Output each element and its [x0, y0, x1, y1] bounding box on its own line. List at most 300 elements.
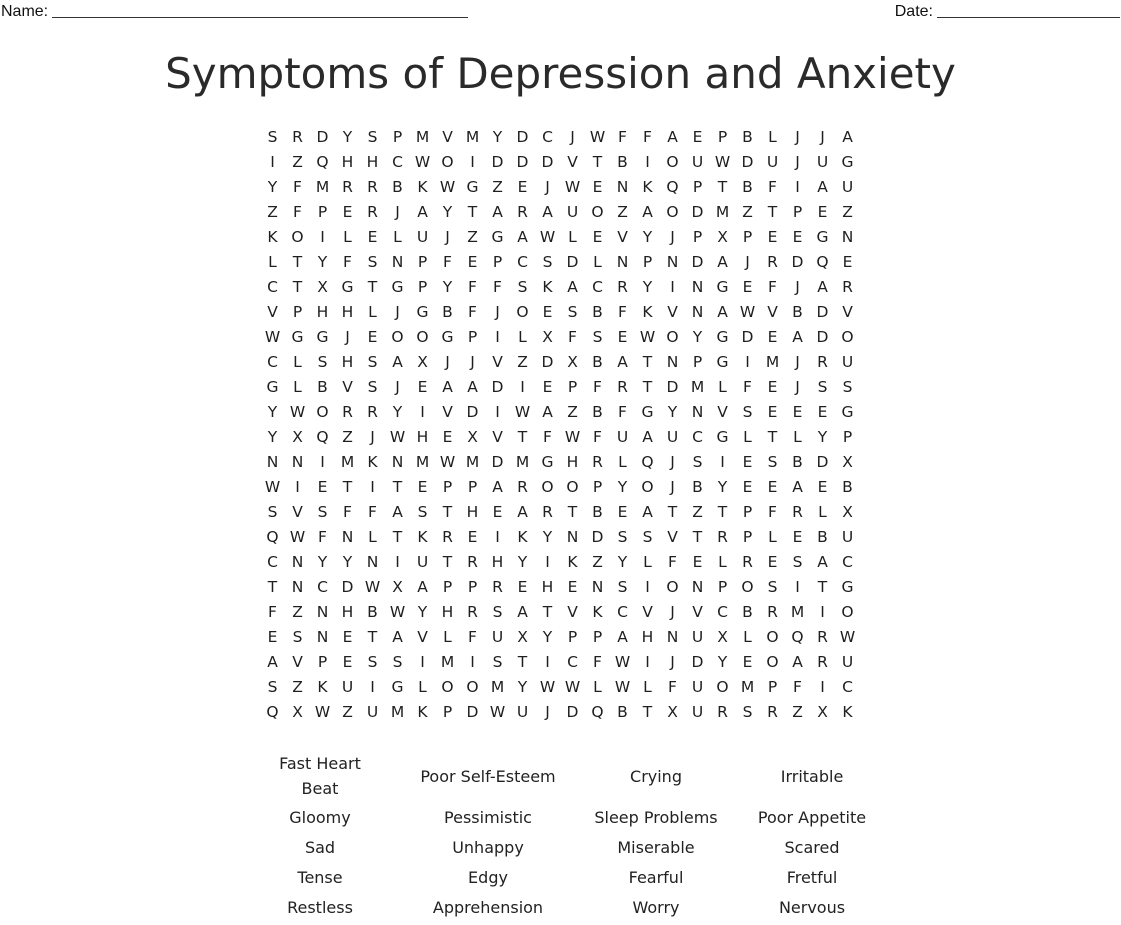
- grid-letter[interactable]: F: [593, 653, 602, 671]
- grid-letter[interactable]: V: [267, 303, 278, 321]
- grid-letter[interactable]: W: [264, 478, 281, 496]
- grid-letter[interactable]: Q: [666, 178, 679, 196]
- date-line[interactable]: [937, 3, 1120, 18]
- grid-letter[interactable]: T: [542, 603, 553, 621]
- grid-letter[interactable]: D: [541, 153, 554, 171]
- grid-letter[interactable]: T: [267, 578, 278, 596]
- grid-letter[interactable]: J: [545, 178, 550, 196]
- grid-letter[interactable]: R: [542, 503, 553, 521]
- grid-letter[interactable]: P: [317, 203, 328, 221]
- grid-letter[interactable]: R: [467, 603, 478, 621]
- grid-letter[interactable]: B: [367, 603, 378, 621]
- grid-letter[interactable]: I: [370, 478, 375, 496]
- grid-letter[interactable]: D: [741, 153, 754, 171]
- grid-letter[interactable]: E: [817, 403, 828, 421]
- grid-letter[interactable]: B: [742, 178, 753, 196]
- grid-letter[interactable]: R: [517, 203, 528, 221]
- grid-letter[interactable]: S: [492, 653, 503, 671]
- grid-letter[interactable]: J: [745, 253, 750, 271]
- grid-letter[interactable]: B: [592, 503, 603, 521]
- grid-letter[interactable]: O: [841, 603, 854, 621]
- grid-letter[interactable]: D: [516, 153, 529, 171]
- grid-letter[interactable]: Z: [267, 203, 278, 221]
- grid-letter[interactable]: M: [390, 703, 405, 721]
- grid-letter[interactable]: Y: [817, 428, 828, 446]
- grid-letter[interactable]: O: [591, 203, 604, 221]
- grid-letter[interactable]: H: [466, 503, 479, 521]
- grid-letter[interactable]: U: [491, 628, 504, 646]
- grid-letter[interactable]: S: [592, 328, 603, 346]
- grid-letter[interactable]: L: [768, 528, 777, 546]
- grid-letter[interactable]: A: [642, 428, 653, 446]
- grid-letter[interactable]: P: [692, 353, 703, 371]
- grid-letter[interactable]: I: [320, 228, 325, 246]
- grid-letter[interactable]: G: [441, 328, 454, 346]
- grid-letter[interactable]: E: [442, 428, 453, 446]
- grid-letter[interactable]: W: [289, 403, 306, 421]
- grid-letter[interactable]: L: [293, 378, 302, 396]
- grid-letter[interactable]: Y: [392, 403, 403, 421]
- grid-letter[interactable]: F: [368, 503, 377, 521]
- grid-letter[interactable]: K: [542, 278, 553, 296]
- grid-letter[interactable]: A: [392, 628, 403, 646]
- grid-letter[interactable]: D: [516, 128, 529, 146]
- grid-letter[interactable]: E: [342, 203, 353, 221]
- grid-letter[interactable]: N: [591, 578, 604, 596]
- grid-letter[interactable]: T: [367, 278, 378, 296]
- grid-letter[interactable]: O: [466, 678, 479, 696]
- grid-letter[interactable]: I: [545, 553, 550, 571]
- grid-letter[interactable]: K: [317, 678, 328, 696]
- grid-letter[interactable]: D: [491, 153, 504, 171]
- grid-letter[interactable]: O: [291, 228, 304, 246]
- grid-letter[interactable]: K: [267, 228, 278, 246]
- grid-letter[interactable]: R: [517, 478, 528, 496]
- grid-letter[interactable]: R: [767, 703, 778, 721]
- grid-letter[interactable]: W: [564, 178, 581, 196]
- grid-letter[interactable]: U: [816, 153, 829, 171]
- grid-letter[interactable]: X: [417, 353, 428, 371]
- grid-letter[interactable]: Y: [442, 203, 453, 221]
- grid-letter[interactable]: J: [670, 453, 675, 471]
- grid-letter[interactable]: Z: [592, 553, 603, 571]
- grid-letter[interactable]: W: [264, 328, 281, 346]
- grid-letter[interactable]: H: [341, 353, 354, 371]
- grid-letter[interactable]: Y: [642, 228, 653, 246]
- grid-letter[interactable]: I: [795, 578, 800, 596]
- grid-letter[interactable]: J: [670, 603, 675, 621]
- grid-letter[interactable]: R: [617, 278, 628, 296]
- grid-letter[interactable]: V: [642, 603, 653, 621]
- grid-letter[interactable]: F: [468, 278, 477, 296]
- grid-letter[interactable]: X: [392, 578, 403, 596]
- grid-letter[interactable]: H: [316, 303, 329, 321]
- grid-letter[interactable]: B: [842, 478, 853, 496]
- grid-letter[interactable]: P: [567, 628, 578, 646]
- grid-letter[interactable]: M: [440, 653, 455, 671]
- grid-letter[interactable]: E: [517, 578, 528, 596]
- grid-letter[interactable]: B: [792, 303, 803, 321]
- grid-letter[interactable]: O: [566, 478, 579, 496]
- grid-letter[interactable]: E: [792, 228, 803, 246]
- grid-letter[interactable]: G: [841, 403, 854, 421]
- grid-letter[interactable]: F: [468, 303, 477, 321]
- grid-letter[interactable]: S: [742, 403, 753, 421]
- grid-letter[interactable]: F: [343, 503, 352, 521]
- grid-letter[interactable]: B: [392, 178, 403, 196]
- grid-letter[interactable]: R: [817, 653, 828, 671]
- grid-letter[interactable]: K: [517, 528, 528, 546]
- grid-letter[interactable]: Q: [816, 253, 829, 271]
- grid-letter[interactable]: D: [566, 253, 579, 271]
- grid-letter[interactable]: P: [467, 578, 478, 596]
- grid-letter[interactable]: D: [816, 328, 829, 346]
- grid-letter[interactable]: C: [267, 278, 278, 296]
- grid-letter[interactable]: J: [370, 428, 375, 446]
- grid-letter[interactable]: K: [642, 303, 653, 321]
- grid-letter[interactable]: X: [717, 628, 728, 646]
- grid-letter[interactable]: E: [367, 228, 378, 246]
- grid-letter[interactable]: I: [270, 153, 275, 171]
- grid-letter[interactable]: F: [793, 678, 802, 696]
- grid-letter[interactable]: S: [517, 278, 528, 296]
- grid-letter[interactable]: N: [616, 178, 629, 196]
- grid-letter[interactable]: O: [516, 303, 529, 321]
- grid-letter[interactable]: W: [564, 678, 581, 696]
- grid-letter[interactable]: R: [767, 603, 778, 621]
- grid-letter[interactable]: N: [266, 453, 279, 471]
- grid-letter[interactable]: D: [666, 378, 679, 396]
- grid-letter[interactable]: F: [593, 428, 602, 446]
- grid-letter[interactable]: S: [367, 128, 378, 146]
- grid-letter[interactable]: Z: [342, 428, 353, 446]
- grid-letter[interactable]: F: [668, 553, 677, 571]
- grid-letter[interactable]: E: [617, 503, 628, 521]
- grid-letter[interactable]: C: [517, 253, 528, 271]
- grid-letter[interactable]: O: [416, 328, 429, 346]
- grid-letter[interactable]: F: [468, 628, 477, 646]
- grid-letter[interactable]: Z: [517, 353, 528, 371]
- grid-letter[interactable]: U: [416, 228, 429, 246]
- grid-letter[interactable]: V: [667, 528, 678, 546]
- grid-letter[interactable]: N: [291, 553, 304, 571]
- grid-letter[interactable]: R: [717, 528, 728, 546]
- grid-letter[interactable]: T: [292, 253, 303, 271]
- grid-letter[interactable]: L: [368, 528, 377, 546]
- grid-letter[interactable]: N: [666, 353, 679, 371]
- grid-letter[interactable]: D: [466, 703, 479, 721]
- grid-letter[interactable]: E: [767, 328, 778, 346]
- grid-letter[interactable]: G: [491, 228, 504, 246]
- grid-letter[interactable]: C: [267, 553, 278, 571]
- grid-letter[interactable]: E: [492, 503, 503, 521]
- grid-letter[interactable]: N: [691, 578, 704, 596]
- grid-letter[interactable]: U: [691, 678, 704, 696]
- grid-letter[interactable]: U: [416, 553, 429, 571]
- grid-letter[interactable]: S: [792, 553, 803, 571]
- grid-letter[interactable]: N: [666, 253, 679, 271]
- grid-letter[interactable]: W: [539, 228, 556, 246]
- grid-letter[interactable]: P: [417, 278, 428, 296]
- grid-letter[interactable]: W: [514, 403, 531, 421]
- grid-letter[interactable]: D: [316, 128, 329, 146]
- grid-letter[interactable]: I: [495, 403, 500, 421]
- grid-letter[interactable]: H: [416, 428, 429, 446]
- grid-letter[interactable]: L: [393, 228, 402, 246]
- grid-letter[interactable]: P: [467, 328, 478, 346]
- grid-letter[interactable]: L: [593, 678, 602, 696]
- grid-letter[interactable]: U: [341, 678, 354, 696]
- grid-letter[interactable]: D: [741, 328, 754, 346]
- grid-letter[interactable]: G: [716, 428, 729, 446]
- grid-letter[interactable]: N: [691, 278, 704, 296]
- grid-letter[interactable]: A: [792, 653, 803, 671]
- grid-letter[interactable]: S: [617, 578, 628, 596]
- grid-letter[interactable]: D: [541, 353, 554, 371]
- grid-letter[interactable]: R: [717, 703, 728, 721]
- grid-letter[interactable]: E: [692, 553, 703, 571]
- grid-letter[interactable]: J: [445, 228, 450, 246]
- grid-letter[interactable]: S: [417, 503, 428, 521]
- grid-letter[interactable]: I: [720, 453, 725, 471]
- grid-letter[interactable]: X: [292, 703, 303, 721]
- grid-letter[interactable]: O: [541, 478, 554, 496]
- grid-letter[interactable]: A: [817, 553, 828, 571]
- grid-letter[interactable]: W: [439, 453, 456, 471]
- grid-letter[interactable]: U: [666, 428, 679, 446]
- grid-letter[interactable]: N: [841, 228, 854, 246]
- grid-letter[interactable]: Y: [642, 278, 653, 296]
- grid-letter[interactable]: F: [643, 128, 652, 146]
- grid-letter[interactable]: T: [767, 428, 778, 446]
- grid-letter[interactable]: S: [367, 653, 378, 671]
- grid-letter[interactable]: U: [691, 703, 704, 721]
- grid-letter[interactable]: G: [716, 353, 729, 371]
- grid-letter[interactable]: R: [817, 628, 828, 646]
- grid-letter[interactable]: E: [467, 528, 478, 546]
- grid-letter[interactable]: A: [817, 278, 828, 296]
- grid-letter[interactable]: X: [842, 453, 853, 471]
- grid-letter[interactable]: W: [439, 178, 456, 196]
- grid-letter[interactable]: T: [467, 203, 478, 221]
- grid-letter[interactable]: S: [742, 703, 753, 721]
- grid-letter[interactable]: T: [592, 153, 603, 171]
- grid-letter[interactable]: A: [717, 303, 728, 321]
- grid-letter[interactable]: T: [642, 378, 653, 396]
- grid-letter[interactable]: I: [470, 653, 475, 671]
- grid-letter[interactable]: I: [820, 603, 825, 621]
- grid-letter[interactable]: Y: [542, 628, 553, 646]
- grid-letter[interactable]: J: [820, 128, 825, 146]
- grid-letter[interactable]: D: [566, 703, 579, 721]
- grid-letter[interactable]: A: [792, 328, 803, 346]
- grid-letter[interactable]: N: [616, 253, 629, 271]
- grid-letter[interactable]: T: [642, 703, 653, 721]
- grid-letter[interactable]: X: [292, 428, 303, 446]
- grid-letter[interactable]: X: [517, 628, 528, 646]
- grid-letter[interactable]: Y: [542, 528, 553, 546]
- grid-letter[interactable]: G: [841, 153, 854, 171]
- grid-letter[interactable]: J: [670, 653, 675, 671]
- grid-letter[interactable]: Z: [842, 203, 853, 221]
- grid-letter[interactable]: U: [366, 703, 379, 721]
- grid-letter[interactable]: G: [841, 578, 854, 596]
- grid-letter[interactable]: R: [467, 553, 478, 571]
- grid-letter[interactable]: M: [765, 353, 780, 371]
- grid-letter[interactable]: V: [492, 353, 503, 371]
- grid-letter[interactable]: P: [442, 478, 453, 496]
- grid-letter[interactable]: K: [417, 178, 428, 196]
- grid-letter[interactable]: R: [292, 128, 303, 146]
- grid-letter[interactable]: V: [842, 303, 853, 321]
- grid-letter[interactable]: P: [692, 228, 703, 246]
- grid-letter[interactable]: A: [392, 353, 403, 371]
- grid-letter[interactable]: N: [566, 528, 579, 546]
- grid-letter[interactable]: Q: [791, 628, 804, 646]
- grid-letter[interactable]: F: [768, 278, 777, 296]
- grid-letter[interactable]: W: [314, 703, 331, 721]
- grid-letter[interactable]: P: [767, 678, 778, 696]
- grid-letter[interactable]: R: [767, 253, 778, 271]
- grid-letter[interactable]: J: [470, 353, 475, 371]
- grid-letter[interactable]: M: [415, 128, 430, 146]
- grid-letter[interactable]: F: [293, 203, 302, 221]
- grid-letter[interactable]: R: [592, 453, 603, 471]
- grid-letter[interactable]: R: [367, 403, 378, 421]
- grid-letter[interactable]: O: [441, 153, 454, 171]
- grid-letter[interactable]: S: [267, 678, 278, 696]
- grid-letter[interactable]: L: [568, 228, 577, 246]
- grid-letter[interactable]: W: [839, 628, 856, 646]
- grid-letter[interactable]: W: [414, 153, 431, 171]
- grid-letter[interactable]: I: [320, 453, 325, 471]
- grid-letter[interactable]: J: [570, 128, 575, 146]
- grid-letter[interactable]: D: [691, 653, 704, 671]
- grid-letter[interactable]: J: [445, 353, 450, 371]
- grid-letter[interactable]: E: [742, 478, 753, 496]
- grid-letter[interactable]: I: [470, 153, 475, 171]
- grid-letter[interactable]: S: [767, 578, 778, 596]
- grid-letter[interactable]: A: [517, 603, 528, 621]
- grid-letter[interactable]: N: [666, 628, 679, 646]
- grid-letter[interactable]: N: [691, 303, 704, 321]
- grid-letter[interactable]: U: [516, 703, 529, 721]
- grid-letter[interactable]: A: [492, 478, 503, 496]
- grid-letter[interactable]: Y: [717, 653, 728, 671]
- grid-letter[interactable]: T: [442, 553, 453, 571]
- grid-letter[interactable]: A: [642, 503, 653, 521]
- grid-letter[interactable]: C: [567, 653, 578, 671]
- grid-letter[interactable]: T: [717, 503, 728, 521]
- grid-letter[interactable]: L: [718, 378, 727, 396]
- grid-letter[interactable]: U: [841, 653, 854, 671]
- grid-letter[interactable]: E: [467, 253, 478, 271]
- grid-letter[interactable]: S: [767, 453, 778, 471]
- grid-letter[interactable]: S: [267, 128, 278, 146]
- grid-letter[interactable]: N: [391, 453, 404, 471]
- grid-letter[interactable]: P: [742, 528, 753, 546]
- grid-letter[interactable]: I: [495, 528, 500, 546]
- grid-letter[interactable]: J: [795, 278, 800, 296]
- grid-letter[interactable]: Z: [292, 603, 303, 621]
- grid-letter[interactable]: B: [592, 403, 603, 421]
- grid-letter[interactable]: N: [341, 528, 354, 546]
- grid-letter[interactable]: P: [442, 578, 453, 596]
- grid-letter[interactable]: R: [792, 503, 803, 521]
- grid-letter[interactable]: C: [267, 353, 278, 371]
- grid-letter[interactable]: K: [842, 703, 853, 721]
- grid-letter[interactable]: A: [467, 378, 478, 396]
- grid-letter[interactable]: F: [493, 278, 502, 296]
- grid-letter[interactable]: T: [392, 528, 403, 546]
- grid-letter[interactable]: L: [443, 628, 452, 646]
- grid-letter[interactable]: I: [820, 678, 825, 696]
- grid-letter[interactable]: M: [490, 678, 505, 696]
- grid-letter[interactable]: T: [667, 503, 678, 521]
- grid-letter[interactable]: E: [767, 228, 778, 246]
- grid-letter[interactable]: U: [566, 203, 579, 221]
- grid-letter[interactable]: I: [295, 478, 300, 496]
- grid-letter[interactable]: U: [841, 528, 854, 546]
- grid-letter[interactable]: B: [617, 703, 628, 721]
- grid-letter[interactable]: M: [465, 128, 480, 146]
- grid-letter[interactable]: L: [418, 678, 427, 696]
- grid-letter[interactable]: R: [367, 178, 378, 196]
- grid-letter[interactable]: E: [592, 178, 603, 196]
- grid-letter[interactable]: C: [592, 278, 603, 296]
- grid-letter[interactable]: B: [742, 603, 753, 621]
- grid-letter[interactable]: Z: [567, 403, 578, 421]
- grid-letter[interactable]: S: [567, 303, 578, 321]
- grid-letter[interactable]: P: [592, 628, 603, 646]
- grid-letter[interactable]: Y: [492, 128, 503, 146]
- grid-letter[interactable]: N: [291, 578, 304, 596]
- grid-letter[interactable]: W: [389, 428, 406, 446]
- grid-letter[interactable]: X: [467, 428, 478, 446]
- grid-letter[interactable]: J: [395, 378, 400, 396]
- grid-letter[interactable]: F: [618, 403, 627, 421]
- grid-letter[interactable]: P: [717, 578, 728, 596]
- grid-letter[interactable]: V: [617, 228, 628, 246]
- grid-letter[interactable]: P: [592, 478, 603, 496]
- grid-letter[interactable]: D: [491, 453, 504, 471]
- grid-letter[interactable]: P: [417, 253, 428, 271]
- grid-letter[interactable]: W: [489, 703, 506, 721]
- grid-letter[interactable]: V: [417, 628, 428, 646]
- grid-letter[interactable]: S: [317, 503, 328, 521]
- grid-letter[interactable]: R: [817, 353, 828, 371]
- grid-letter[interactable]: I: [745, 353, 750, 371]
- grid-letter[interactable]: B: [692, 478, 703, 496]
- grid-letter[interactable]: R: [842, 278, 853, 296]
- grid-letter[interactable]: P: [642, 253, 653, 271]
- grid-letter[interactable]: W: [539, 678, 556, 696]
- grid-letter[interactable]: I: [420, 653, 425, 671]
- grid-letter[interactable]: P: [717, 128, 728, 146]
- grid-letter[interactable]: S: [392, 653, 403, 671]
- grid-letter[interactable]: Y: [267, 403, 278, 421]
- grid-letter[interactable]: R: [442, 528, 453, 546]
- grid-letter[interactable]: S: [817, 378, 828, 396]
- grid-letter[interactable]: O: [666, 153, 679, 171]
- grid-letter[interactable]: K: [642, 178, 653, 196]
- grid-letter[interactable]: V: [292, 653, 303, 671]
- grid-letter[interactable]: F: [593, 378, 602, 396]
- grid-letter[interactable]: K: [417, 703, 428, 721]
- grid-letter[interactable]: E: [542, 303, 553, 321]
- grid-letter[interactable]: D: [691, 253, 704, 271]
- grid-letter[interactable]: C: [717, 603, 728, 621]
